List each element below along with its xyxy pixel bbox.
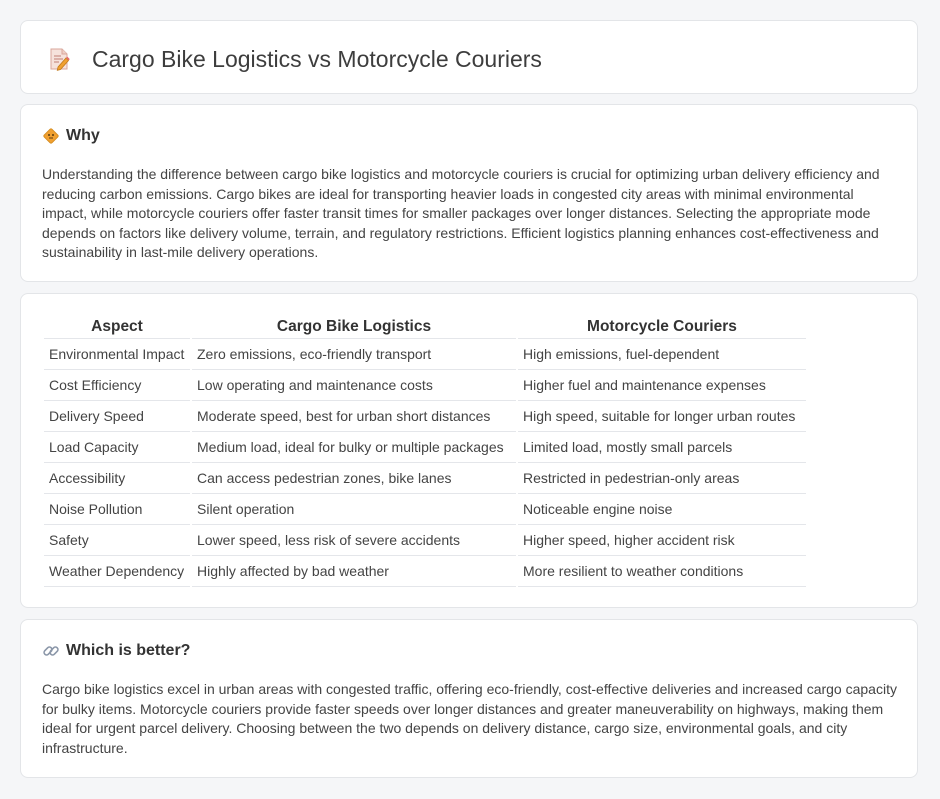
cargo-bike-cell: Moderate speed, best for urban short distances <box>192 401 516 432</box>
motorcycle-cell: Higher speed, higher accident risk <box>518 525 806 556</box>
motorcycle-cell: High emissions, fuel-dependent <box>518 339 806 370</box>
motorcycle-cell: Limited load, mostly small parcels <box>518 432 806 463</box>
cargo-bike-cell: Lower speed, less risk of severe accidents <box>192 525 516 556</box>
motorcycle-cell: High speed, suitable for longer urban routes <box>518 401 806 432</box>
cargo-bike-cell: Zero emissions, eco-friendly transport <box>192 339 516 370</box>
better-header <box>42 642 190 660</box>
page-title: Cargo Bike Logistics vs Motorcycle Couriers <box>92 46 542 72</box>
motorcycle-cell: Noticeable engine noise <box>518 494 806 525</box>
diamond-sign-icon <box>42 127 60 145</box>
comparison-card <box>20 293 918 608</box>
motorcycle-cell: Higher fuel and maintenance expenses <box>518 370 806 401</box>
aspect-cell: Accessibility <box>44 463 190 494</box>
table-row <box>44 370 806 401</box>
which-is-better-card <box>20 619 918 778</box>
comparison-table <box>42 315 808 587</box>
why-card <box>20 104 918 282</box>
link-icon <box>42 642 60 660</box>
column-header-cargo-bike: Cargo Bike Logistics <box>192 315 516 339</box>
table-row <box>44 556 806 587</box>
aspect-cell: Weather Dependency <box>44 556 190 587</box>
title-card <box>20 20 918 94</box>
aspect-cell: Environmental Impact <box>44 339 190 370</box>
cargo-bike-cell: Can access pedestrian zones, bike lanes <box>192 463 516 494</box>
table-row <box>44 463 806 494</box>
better-text: Cargo bike logistics excel in urban areas with congested traffic, offering eco-friendly, cost-effective deliveries and increased cargo capacity for bulky items. Motorcycle couriers provide faster speeds over longer distances and greater maneuverability on highways, making them ideal for urgent parcel delivery. Choosing between the two depends on delivery distance, cargo size, environmental goals, and city infrastructure. <box>42 681 897 756</box>
motorcycle-cell: Restricted in pedestrian-only areas <box>518 463 806 494</box>
why-text: Understanding the difference between cargo bike logistics and motorcycle couriers is crucial for optimizing urban delivery efficiency and reducing carbon emissions. Cargo bikes are ideal for transporting heavier loads in congested city areas with minimal environmental impact, while motorcycle couriers offer faster transit times for smaller packages over longer distances. Selecting the appropriate mode depends on factors like delivery volume, terrain, and regulatory restrictions. Efficient logistics planning enhances cost-effectiveness and sustainability in last-mile delivery operations. <box>42 166 880 261</box>
title-row <box>46 45 542 73</box>
aspect-cell: Noise Pollution <box>44 494 190 525</box>
motorcycle-cell: More resilient to weather conditions <box>518 556 806 587</box>
table-row <box>44 525 806 556</box>
aspect-cell: Delivery Speed <box>44 401 190 432</box>
why-header <box>42 127 100 145</box>
column-header-motorcycle: Motorcycle Couriers <box>518 315 806 339</box>
why-heading: Why <box>66 127 100 144</box>
column-header-aspect: Aspect <box>44 315 190 339</box>
table-header-row <box>44 315 806 339</box>
cargo-bike-cell: Silent operation <box>192 494 516 525</box>
table-row <box>44 339 806 370</box>
aspect-cell: Safety <box>44 525 190 556</box>
cargo-bike-cell: Medium load, ideal for bulky or multiple packages <box>192 432 516 463</box>
document-pencil-icon <box>46 46 72 72</box>
aspect-cell: Load Capacity <box>44 432 190 463</box>
better-heading: Which is better? <box>66 642 191 659</box>
table-row <box>44 494 806 525</box>
table-row <box>44 432 806 463</box>
cargo-bike-cell: Highly affected by bad weather <box>192 556 516 587</box>
cargo-bike-cell: Low operating and maintenance costs <box>192 370 516 401</box>
aspect-cell: Cost Efficiency <box>44 370 190 401</box>
table-row <box>44 401 806 432</box>
